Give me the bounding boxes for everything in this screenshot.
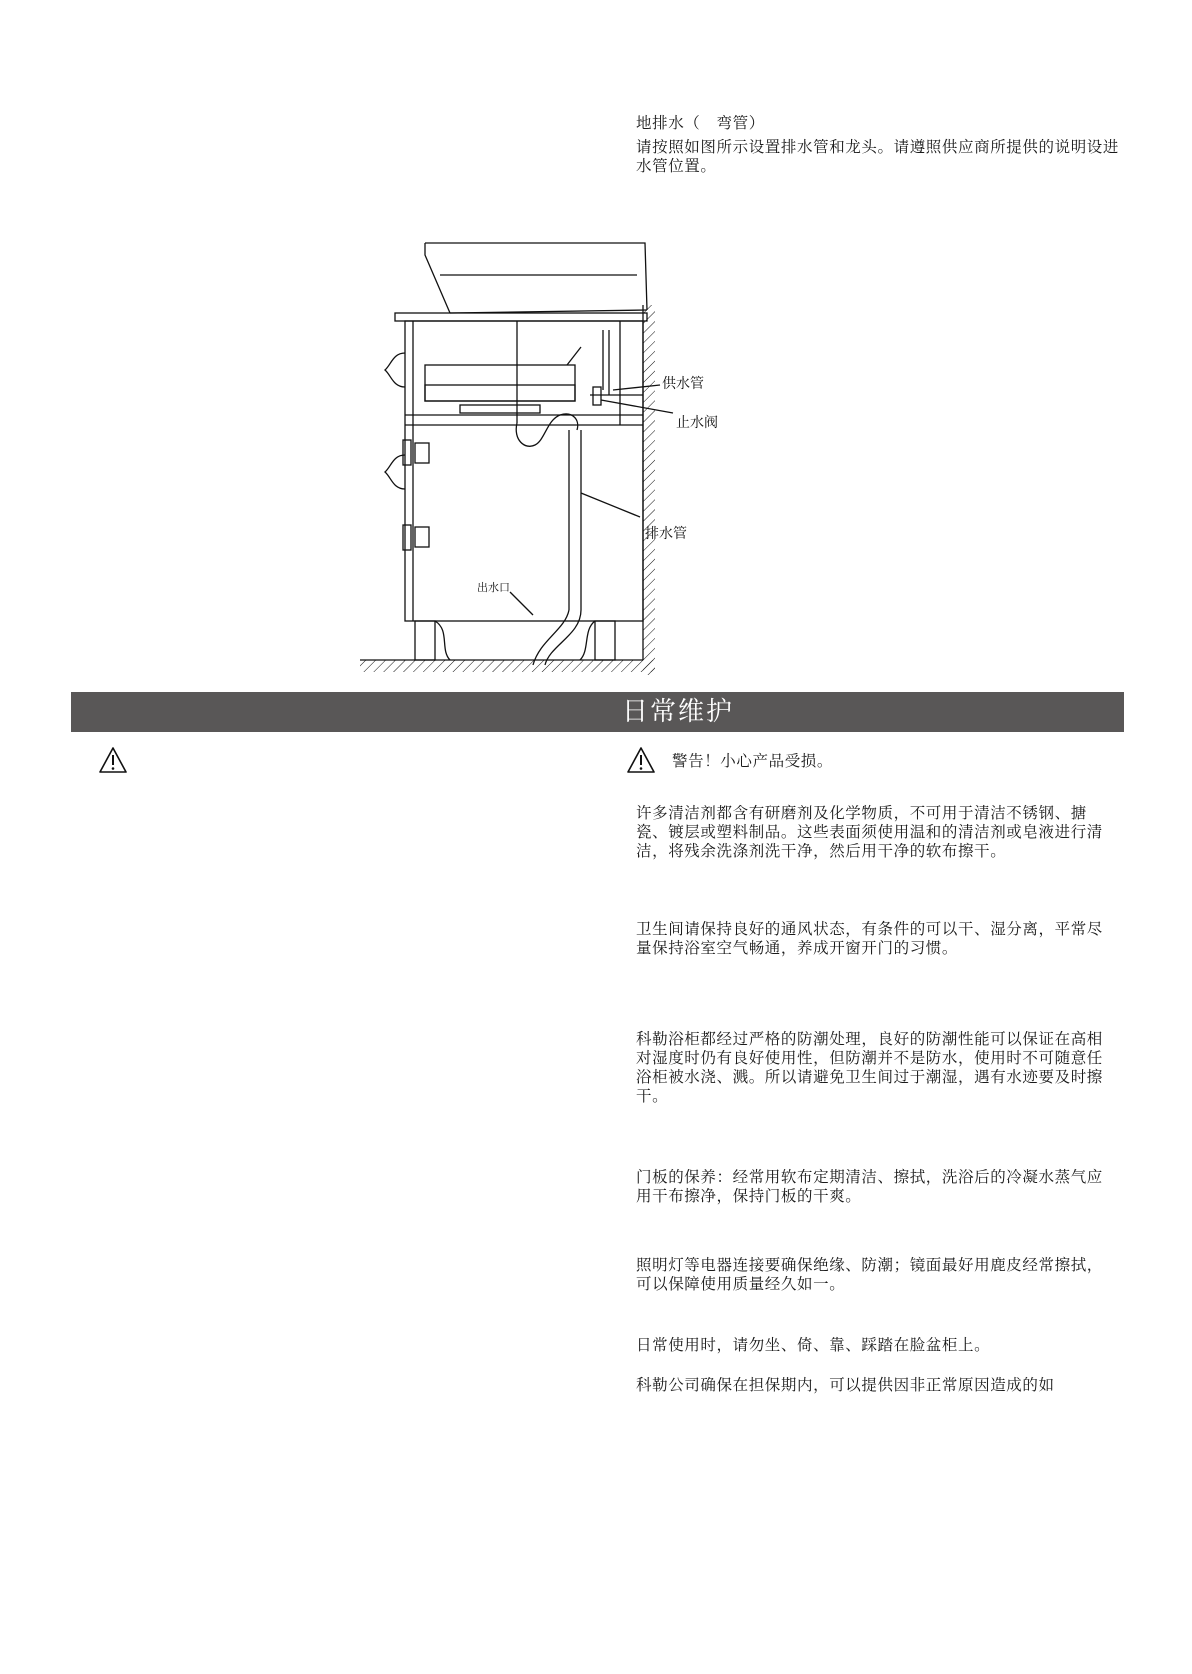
warning-icon <box>626 746 656 774</box>
handles <box>385 353 429 550</box>
drawer <box>425 365 575 401</box>
floor <box>360 660 655 672</box>
paragraph-moisture: 科勒浴柜都经过严格的防潮处理，良好的防潮性能可以保证在高相对湿度时仍有良好使用性，但防潮并不是防水，使用时不可随意任浴柜被水浇、溅。所以请避免卫生间过于潮湿，遇有水迹要及时擦干。 <box>636 1030 1103 1105</box>
wall <box>643 305 655 675</box>
drain-pipe <box>516 321 581 665</box>
label-supply-pipe: 供水管 <box>662 376 704 392</box>
paragraph-electrical: 照明灯等电器连接要确保绝缘、防潮；镜面最好用鹿皮经常擦拭，可以保障使用质量经久如一。 <box>636 1256 1103 1293</box>
section-title: 日常维护 <box>622 697 735 727</box>
installation-diagram <box>355 235 775 675</box>
basin <box>425 243 647 313</box>
paragraph-warranty: 科勒公司确保在担保期内，可以提供因非正常原因造成的如 <box>636 1376 1055 1394</box>
paragraph-ventilation: 卫生间请保持良好的通风状态，有条件的可以干、湿分离，平常尽量保持浴室空气畅通，养成开窗开门的习惯。 <box>636 920 1103 957</box>
cabinet <box>405 321 643 621</box>
warning-text: 警告！小心产品受损。 <box>672 752 834 770</box>
label-outlet: 出水口 <box>477 581 510 594</box>
warning-icon <box>98 746 128 774</box>
label-drain-pipe: 排水管 <box>645 526 687 542</box>
section-banner <box>71 692 1124 732</box>
supply-pipe <box>567 330 643 405</box>
paragraph-usage: 日常使用时，请勿坐、倚、靠、踩踏在脸盆柜上。 <box>636 1336 991 1354</box>
intro-body: 请按照如图所示设置排水管和龙头。请遵照供应商所提供的说明设进水管位置。 <box>636 138 1120 175</box>
countertop <box>395 313 647 321</box>
paragraph-door-care: 门板的保养：经常用软布定期清洁、擦拭，洗浴后的冷凝水蒸气应用干布擦净，保持门板的干爽。 <box>636 1168 1103 1205</box>
label-stop-valve: 止水阀 <box>676 415 718 431</box>
intro-title: 地排水（ 弯管） <box>636 114 765 132</box>
paragraph-cleaning: 许多清洁剂都含有研磨剂及化学物质，不可用于清洁不锈钢、搪瓷、镀层或塑料制品。这些表面须使用温和的清洁剂或皂液进行清洁，将残余洗涤剂洗干净，然后用干净的软布擦干。 <box>636 804 1103 860</box>
plinth <box>415 621 615 660</box>
